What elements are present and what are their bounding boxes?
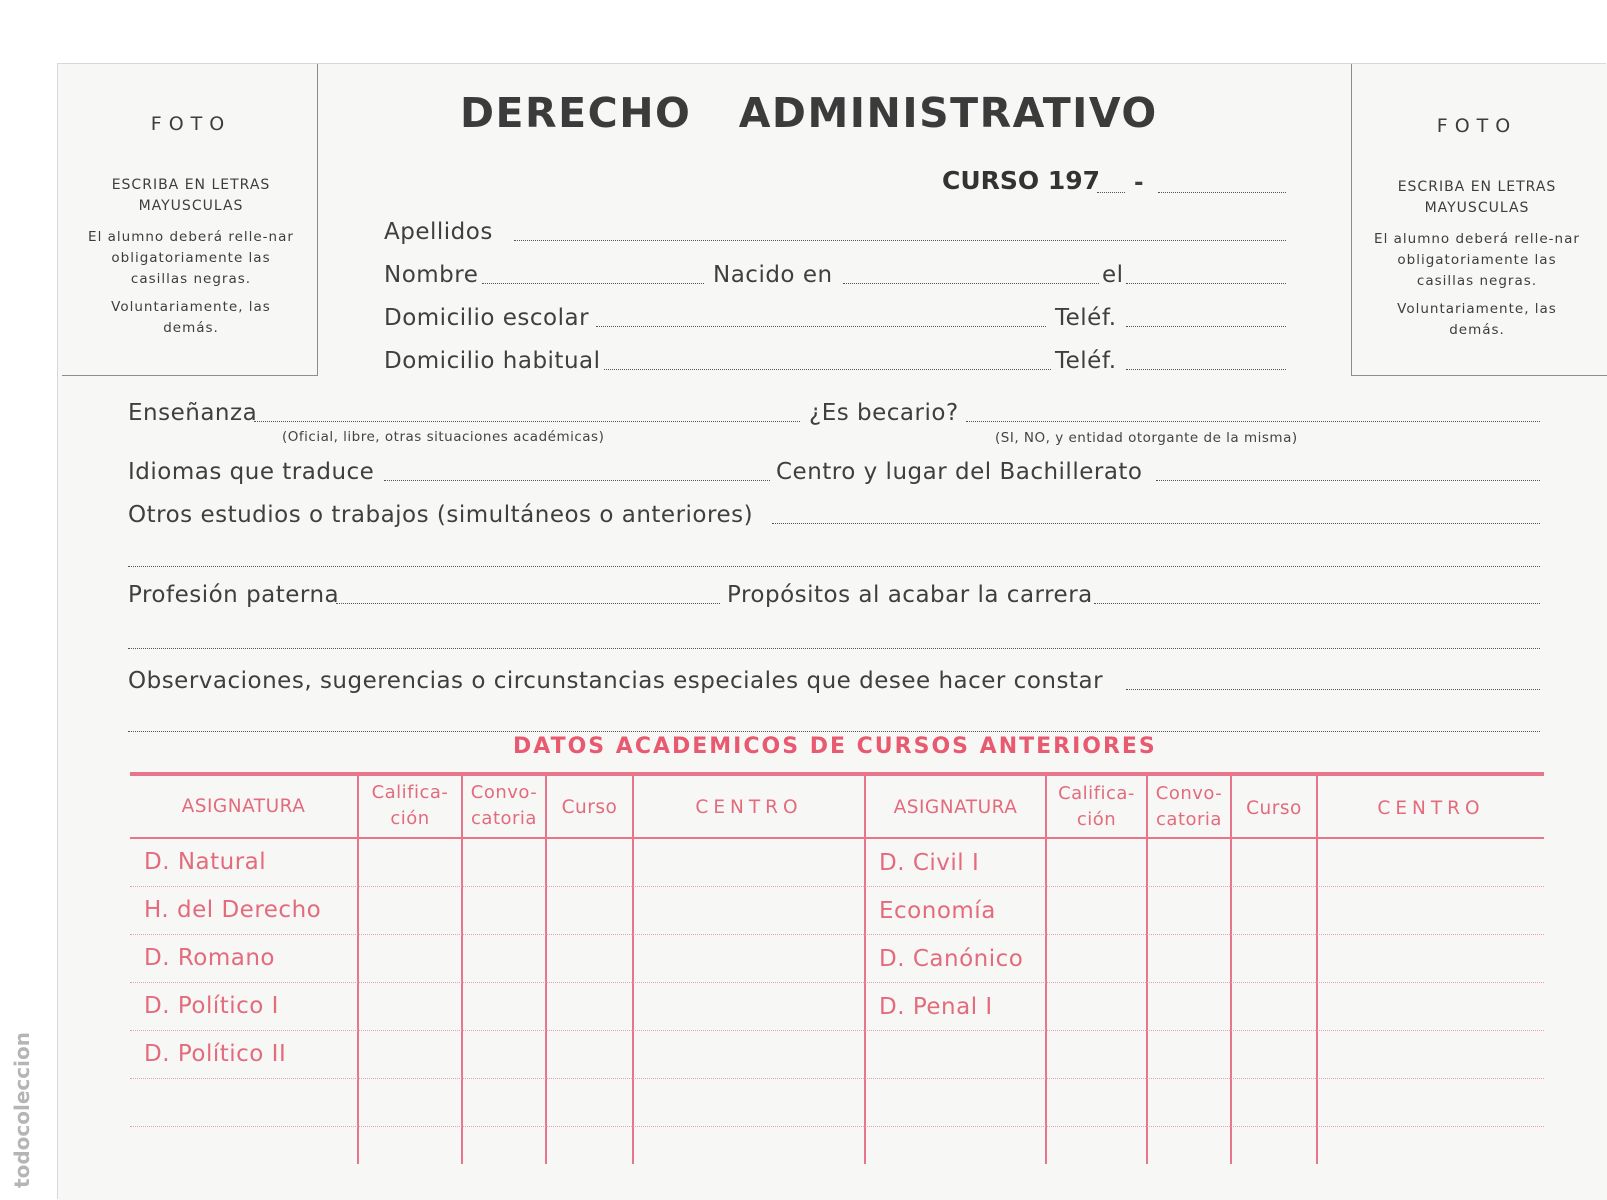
photo-instruction-caps: ESCRIBA EN LETRAS MAYUSCULAS [1397,179,1557,216]
photo-instruction-mandatory: El alumno deberá relle-nar obligatoriamente las casillas negras. [88,229,294,287]
idiomas-field[interactable] [384,480,770,481]
propositos-label: Propósitos al acabar la carrera [727,582,1093,608]
subject-right-2: Economía [879,898,996,924]
idiomas-label: Idiomas que traduce [128,459,375,485]
photo-label: FOTO [1436,115,1518,137]
curso-year-field[interactable] [1097,192,1125,193]
table-row-rule [130,982,1544,983]
subject-right-4: D. Penal I [879,994,993,1020]
table-col-divider [461,776,463,1164]
header-convocatoria: Convo-catoria [470,782,538,829]
header-asignatura: ASIGNATURA [181,796,306,817]
domicilio-escolar-label: Domicilio escolar [384,305,590,331]
header-centro: CENTRO [695,797,803,818]
becario-label: ¿Es becario? [809,400,959,426]
table-col-divider [632,776,634,1164]
table-col-divider [1146,776,1148,1164]
header-calificacion: Califica-ción [1058,783,1135,830]
el-label: el [1102,262,1124,288]
photo-box-left-bottom [62,375,318,376]
photo-instruction-caps: ESCRIBA EN LETRAS MAYUSCULAS [111,177,271,214]
table-col-divider [357,776,359,1164]
header-calificacion: Califica-ción [371,782,449,829]
table-row-rule [130,1126,1544,1127]
table-row-rule [130,1078,1544,1079]
becario-field[interactable] [966,421,1540,422]
photo-instruction-optional: Voluntariamente, las demás. [111,299,271,336]
curso-year-end-field[interactable] [1158,192,1286,193]
academic-section-title: DATOS ACADEMICOS DE CURSOS ANTERIORES [513,734,1157,759]
header-curso: Curso [561,797,618,818]
profesion-paterna-label: Profesión paterna [128,582,340,608]
apellidos-field[interactable] [514,240,1286,241]
nacido-en-field[interactable] [843,283,1099,284]
ensenanza-label: Enseñanza [128,400,258,426]
header-curso: Curso [1246,798,1302,819]
nacido-en-label: Nacido en [713,262,833,288]
centro-bachillerato-label: Centro y lugar del Bachillerato [776,459,1143,485]
watermark: todocoleccion [10,1032,34,1188]
telef-escolar-field[interactable] [1126,326,1286,327]
header-asignatura: ASIGNATURA [893,797,1018,818]
centro-bachillerato-field[interactable] [1156,480,1540,481]
curso-dash: - [1134,170,1145,196]
subject-left-4: D. Político I [144,993,279,1019]
table-row-rule [130,1030,1544,1031]
photo-box-right-border [1351,64,1352,376]
photo-instruction-mandatory: El alumno deberá relle-nar obligatoriamente las casillas negras. [1374,231,1580,289]
nombre-field[interactable] [482,283,704,284]
photo-box-right-bottom [1351,375,1607,376]
table-col-divider [864,776,866,1164]
domicilio-habitual-field[interactable] [604,369,1051,370]
telef-habitual-field[interactable] [1126,369,1286,370]
subject-left-1: D. Natural [144,849,267,875]
otros-estudios-label: Otros estudios o trabajos (simultáneos o anteriores) [128,502,754,528]
photo-label: FOTO [150,113,232,135]
otros-estudios-field-line2[interactable] [128,566,1540,567]
becario-hint: (SI, NO, y entidad otorgante de la misma) [995,430,1298,446]
curso-label: CURSO 197 [942,166,1101,195]
otros-estudios-field[interactable] [772,523,1540,524]
observaciones-field-line2[interactable] [128,731,1540,732]
ensenanza-hint: (Oficial, libre, otras situaciones académicas) [282,429,605,445]
domicilio-escolar-field[interactable] [596,326,1046,327]
table-col-divider [545,776,547,1164]
photo-box-right [1352,72,1602,341]
profesion-paterna-field[interactable] [336,603,720,604]
telef-habitual-label: Teléf. [1055,348,1117,374]
table-header-rule [130,837,1544,839]
table-col-divider [1230,776,1232,1164]
header-centro: CENTRO [1377,798,1485,819]
table-row-rule [130,886,1544,887]
subject-left-5: D. Político II [144,1041,287,1067]
observaciones-label: Observaciones, sugerencias o circunstancias especiales que desee hacer constar [128,668,1104,694]
observaciones-field[interactable] [1126,689,1540,690]
subject-right-1: D. Civil I [879,850,980,876]
fecha-nacimiento-field[interactable] [1126,283,1286,284]
table-row-rule [130,934,1544,935]
table-top-rule [130,772,1544,776]
header-convocatoria: Convo-catoria [1155,783,1223,830]
table-col-divider [1045,776,1047,1164]
propositos-field-line2[interactable] [128,648,1540,649]
nombre-label: Nombre [384,262,479,288]
propositos-field[interactable] [1094,603,1540,604]
telef-escolar-label: Teléf. [1055,305,1117,331]
photo-instruction-optional: Voluntariamente, las demás. [1397,301,1557,338]
subject-left-3: D. Romano [144,945,275,971]
page-title: DERECHO ADMINISTRATIVO [460,89,1158,137]
subject-left-2: H. del Derecho [144,897,322,923]
table-col-divider [1316,776,1318,1164]
photo-box-left [66,70,316,339]
photo-box-left-border [317,64,318,376]
apellidos-label: Apellidos [384,219,493,245]
domicilio-habitual-label: Domicilio habitual [384,348,601,374]
subject-right-3: D. Canónico [879,946,1024,972]
ensenanza-field[interactable] [254,421,800,422]
